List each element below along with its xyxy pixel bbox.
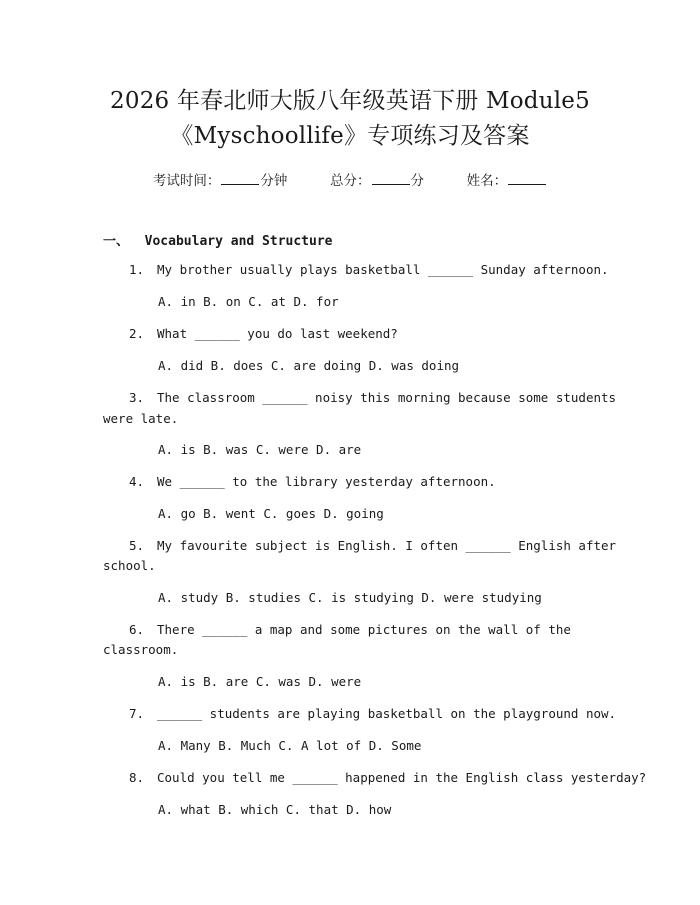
question-7-options: A. Many B. Much C. A lot of D. Some [158, 738, 422, 753]
question-text: My favourite subject is English. I often ______ English after [157, 538, 617, 553]
question-6-options: A. is B. are C. was D. were [158, 674, 362, 689]
question-6-continuation: classroom. [103, 642, 179, 657]
question-1 [129, 262, 609, 277]
score-label: 总分： [330, 173, 371, 189]
question-number: 8. [129, 770, 145, 785]
question-text: We ______ to the library yesterday afternoon. [157, 474, 496, 489]
name-blank [508, 172, 546, 185]
question-8 [129, 770, 646, 785]
question-5-options: A. study B. studies C. is studying D. were studying [158, 590, 542, 605]
question-5 [129, 538, 616, 553]
question-text: ______ students are playing basketball on the playground now. [157, 706, 617, 721]
document-title-line-2: 《Myschoollife》专项练习及答案 [170, 123, 530, 149]
time-label: 考试时间： [152, 173, 221, 189]
question-3-continuation: were late. [103, 411, 179, 426]
question-3 [129, 390, 616, 405]
score-blank [372, 172, 410, 185]
time-unit: 分钟 [260, 173, 288, 189]
question-number: 7. [129, 706, 145, 721]
question-number: 6. [129, 622, 145, 637]
question-5-continuation: school. [103, 558, 156, 573]
question-3-options: A. is B. was C. were D. are [158, 442, 362, 457]
question-4 [129, 474, 496, 489]
question-text: Could you tell me ______ happened in the English class yesterday? [157, 770, 647, 785]
question-number: 2. [129, 326, 145, 341]
exam-info-bar [0, 169, 700, 189]
question-number: 1. [129, 262, 145, 277]
section-heading: 一、 Vocabulary and Structure [103, 234, 333, 249]
name-label: 姓名： [466, 173, 508, 189]
time-blank [221, 172, 259, 185]
question-2 [129, 326, 398, 341]
question-2-options: A. did B. does C. are doing D. was doing [158, 358, 460, 373]
document-title-line-1: 2026 年春北师大版八年级英语下册 Module5 [110, 88, 590, 114]
question-number: 4. [129, 474, 145, 489]
question-text: There ______ a map and some pictures on the wall of the [157, 622, 571, 637]
question-1-options: A. in B. on C. at D. for [158, 294, 339, 309]
question-number: 5. [129, 538, 145, 553]
question-text: What ______ you do last weekend? [157, 326, 398, 341]
question-4-options: A. go B. went C. goes D. going [158, 506, 384, 521]
question-text: My brother usually plays basketball ______ Sunday afternoon. [157, 262, 609, 277]
question-text: The classroom ______ noisy this morning because some students [157, 390, 617, 405]
score-unit: 分 [410, 173, 424, 189]
question-6 [129, 622, 571, 637]
question-7 [129, 706, 616, 721]
question-number: 3. [129, 390, 145, 405]
question-8-options: A. what B. which C. that D. how [158, 802, 392, 817]
